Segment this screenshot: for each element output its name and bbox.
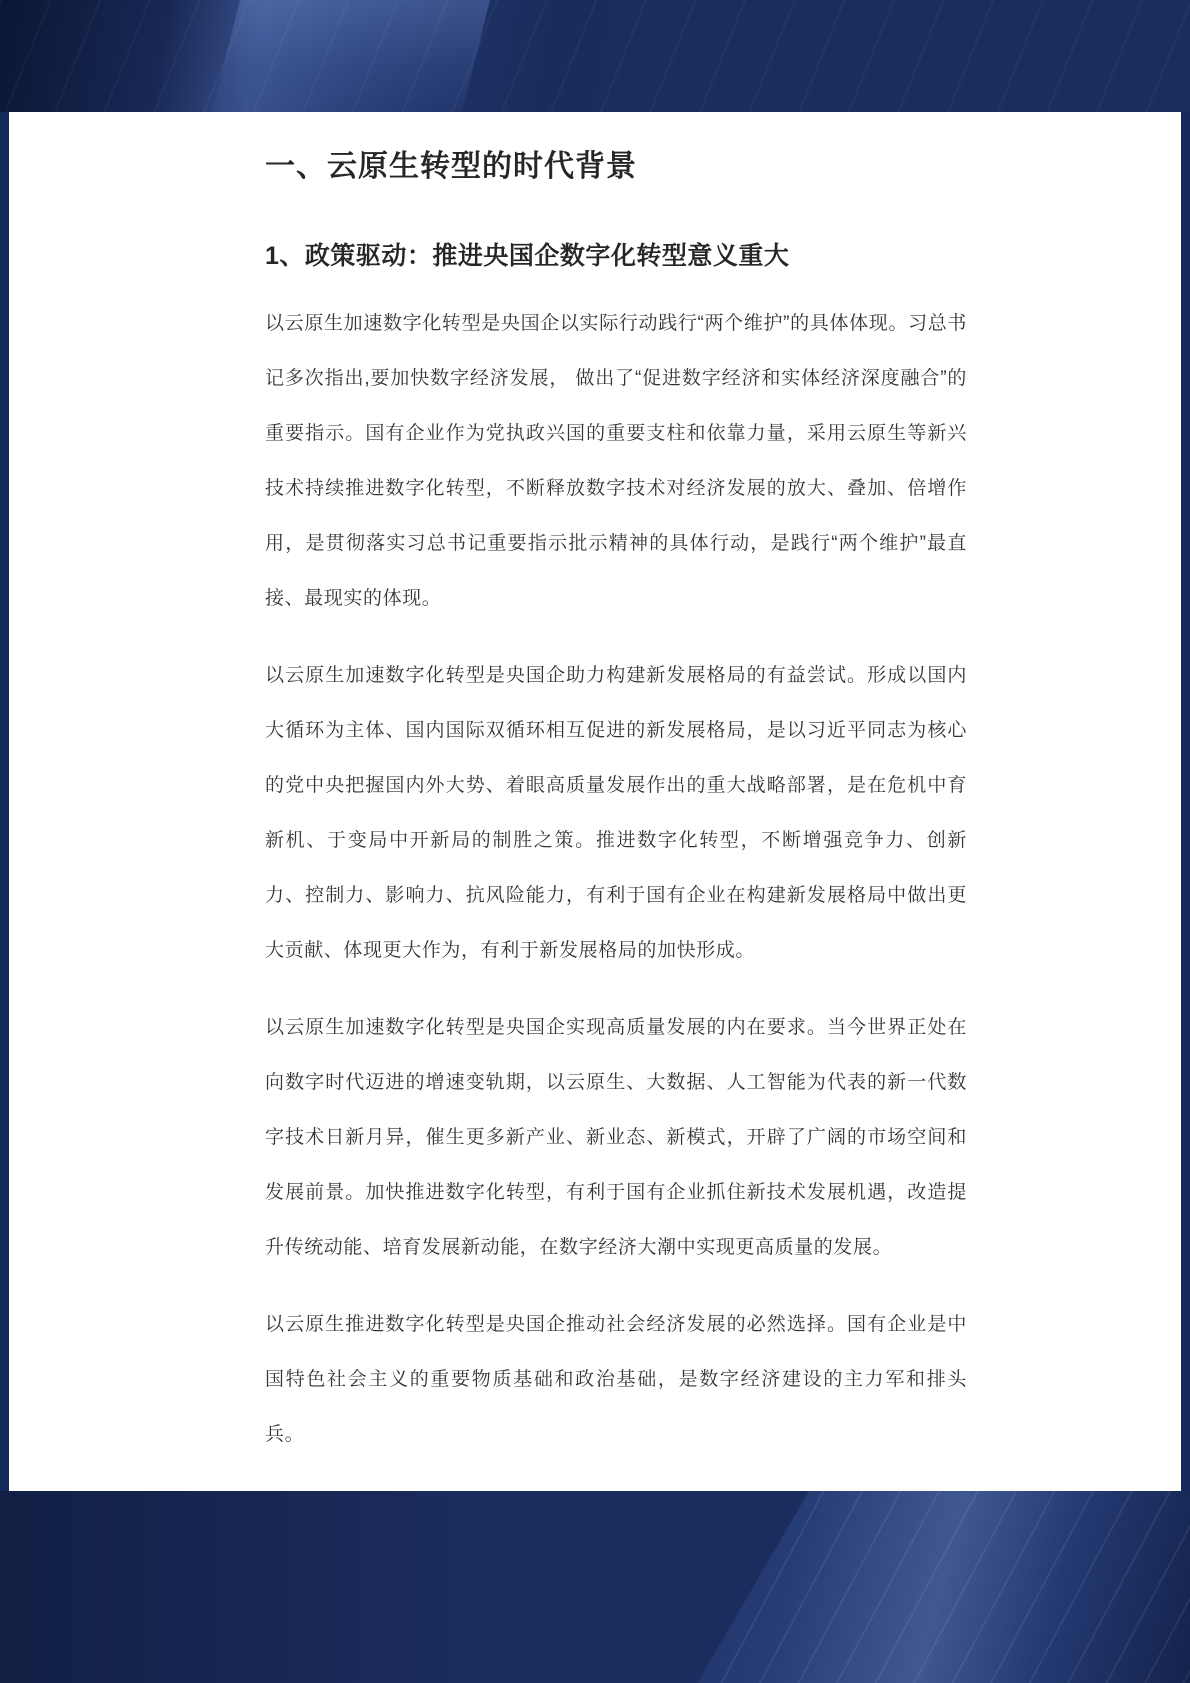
header-banner	[0, 0, 1190, 112]
page-body	[9, 112, 1181, 1491]
paragraph-group	[265, 296, 967, 1462]
paragraph: 以云原生加速数字化转型是央国企实现高质量发展的内在要求。当今世界正处在向数字时代迈进的增速变轨期，以云原生、大数据、人工智能为代表的新一代数字技术日新月异，催生更多新产业、新业态、新模式，开辟了广阔的市场空间和发展前景。加快推进数字化转型，有利于国有企业抓住新技术发展机遇，改造提升传统动能、培育发展新动能，在数字经济大潮中实现更高质量的发展。	[265, 1017, 967, 1258]
sub-heading: 1、政策驱动：推进央国企数字化转型意义重大	[265, 242, 790, 270]
building-facade-lines	[630, 1491, 1190, 1683]
paragraph: 以云原生加速数字化转型是央国企以实际行动践行“两个维护”的具体体现。习总书记多次指出,要加快数字经济发展， 做出了“促进数字经济和实体经济深度融合”的重要指示。国有企业作为党执政兴国的重要支柱和依靠力量，采用云原生等新兴技术持续推进数字化转型，不断释放数字技术对经济发展的放大、叠加、倍增作用，是贯彻落实习总书记重要指示批示精神的具体行动，是践行“两个维护”最直接、最现实的体现。	[265, 313, 967, 609]
section-heading: 一、云原生转型的时代背景	[265, 150, 637, 183]
paragraph: 以云原生加速数字化转型是央国企助力构建新发展格局的有益尝试。形成以国内大循环为主体、国内国际双循环相互促进的新发展格局，是以习近平同志为核心的党中央把握国内外大势、着眼高质量发展作出的重大战略部署，是在危机中育新机、于变局中开新局的制胜之策。推进数字化转型，不断增强竞争力、创新力、控制力、影响力、抗风险能力，有利于国有企业在构建新发展格局中做出更大贡献、体现更大作为，有利于新发展格局的加快形成。	[265, 665, 967, 961]
footer-shade	[0, 1491, 476, 1683]
building-facade-lines	[0, 0, 1190, 112]
footer-banner	[0, 1491, 1190, 1683]
paragraph: 以云原生推进数字化转型是央国企推动社会经济发展的必然选择。国有企业是中国特色社会主义的重要物质基础和政治基础，是数字经济建设的主力军和排头兵。	[265, 1314, 967, 1445]
content-column	[265, 112, 967, 1462]
